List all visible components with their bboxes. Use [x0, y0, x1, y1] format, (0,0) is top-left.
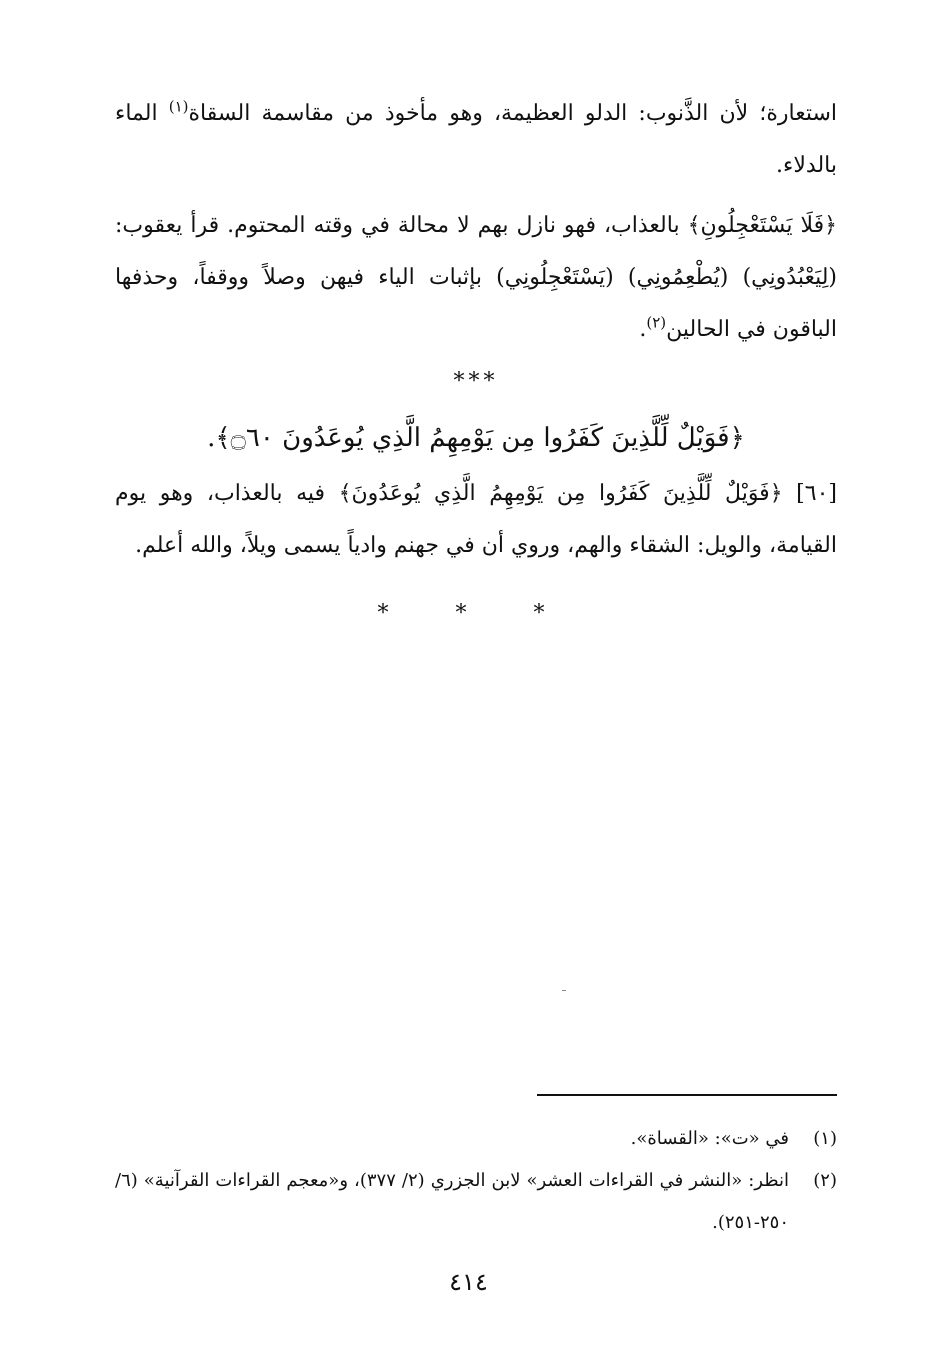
section-separator-2: * * * — [377, 601, 575, 626]
paragraph-1-text: استعارة؛ لأن الذَّنوب: الدلو العظيمة، وهو مأخوذ من مقاسمة السقاة — [188, 101, 838, 126]
quran-verse: ﴿فَوَيْلٌ لِّلَّذِينَ كَفَرُوا مِن يَوْمِهِمُ الَّذِي يُوعَدُونَ ۝٦٠﴾. — [207, 423, 745, 453]
paragraph-3: [٦٠] ﴿فَوَيْلٌ لِّلَّذِينَ كَفَرُوا مِن يَوْمِهِمُ الَّذِي يُوعَدُونَ﴾ فيه بالعذاب، وهو يوم القيامة، والويل: الشقاء والهم، وروي أن في جهنم وادياً يسمى ويلاً، والله أعلم. — [115, 481, 837, 558]
footnote-2-text: انظر: «النشر في القراءات العشر» لابن الجزري (٢/ ٣٧٧)، و«معجم القراءات القرآنية» (٦/ ٢٥٠-٢٥١). — [115, 1170, 789, 1233]
footnote-1-number: (١) — [813, 1128, 837, 1149]
page-number: ٤١٤ — [449, 1268, 488, 1296]
paragraph-1-text-end: الماء بالدلاء. — [115, 101, 837, 178]
paragraph-2-text-end: . — [639, 317, 647, 342]
main-text-block — [115, 88, 837, 640]
footnote-ref-1: (١) — [168, 97, 189, 116]
footnote-1 — [115, 1118, 837, 1160]
footnote-divider — [537, 1094, 837, 1096]
footnote-2-number: (٢) — [813, 1170, 837, 1191]
print-speck — [562, 990, 566, 991]
section-separator-1: *** — [453, 369, 499, 394]
footnote-1-text: في «ت»: «القساة». — [630, 1128, 789, 1149]
paragraph-2 — [115, 200, 837, 356]
footnote-ref-2: (٢) — [646, 313, 667, 332]
footnote-2 — [115, 1160, 837, 1244]
footnotes-block — [115, 1118, 837, 1244]
paragraph-2-text: ﴿فَلَا يَسْتَعْجِلُونِ﴾ بالعذاب، فهو نازل بهم لا محالة في وقته المحتوم. قرأ يعقوب: (لِيَعْبُدُونِي) (يُطْعِمُونِي) (يَسْتَعْجِلُونِي) بإثبات الياء فيهن وصلاً ووقفاً، وحذفها الباقون في الحالين — [115, 213, 837, 342]
paragraph-1 — [115, 88, 837, 192]
